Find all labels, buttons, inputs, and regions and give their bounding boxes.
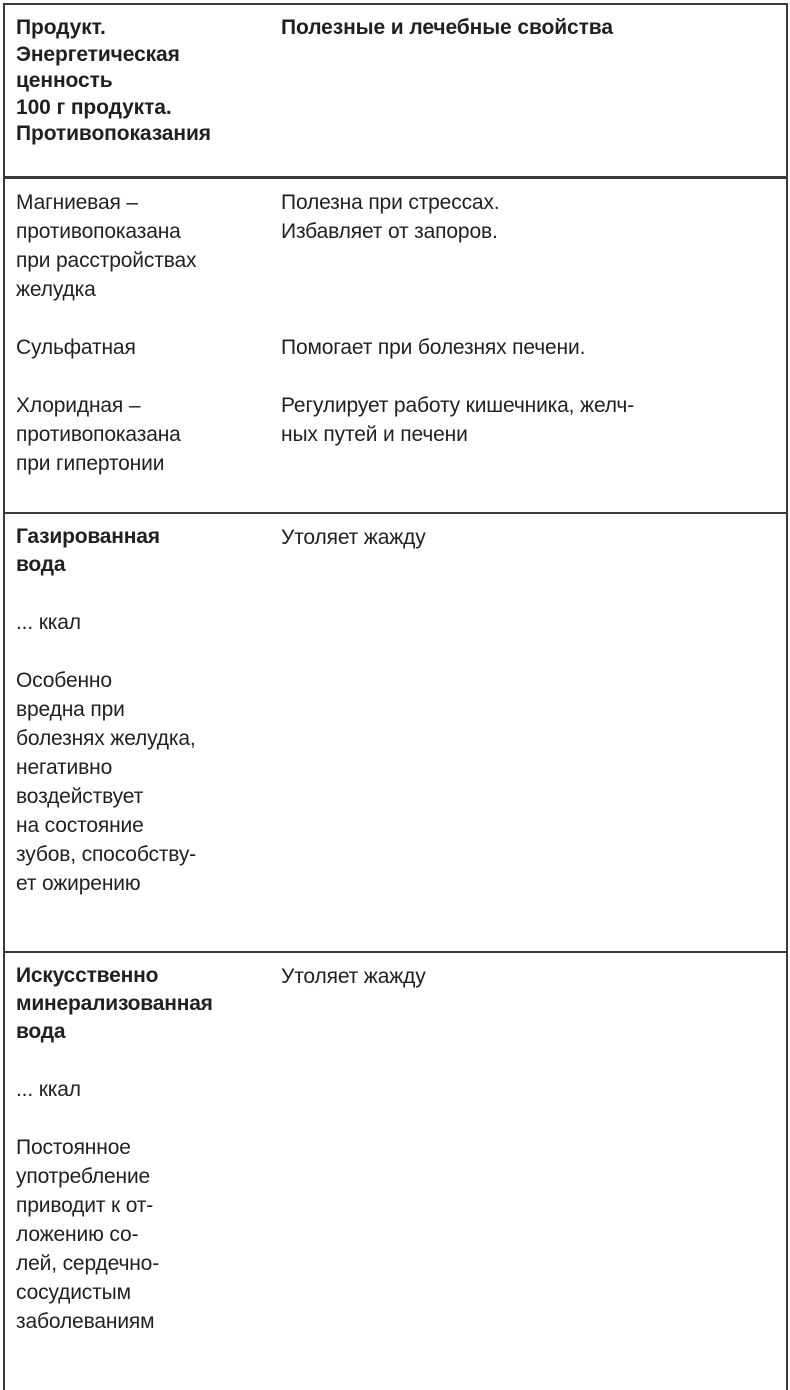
row-1-left-line-10: при гипертонии <box>16 452 165 475</box>
row-1-cell-properties <box>268 178 787 514</box>
row-3-left-line-9: сосудистым <box>16 1281 131 1304</box>
row-3-left-line-5: употребление <box>16 1165 151 1188</box>
row-3-left-line-2: ... ккал <box>16 1078 81 1101</box>
header-properties-line-1: Полезные и лечебные свойства <box>281 16 613 39</box>
row-2-product-text <box>5 514 268 898</box>
row-2-heading-line-2: вода <box>16 553 66 576</box>
row-2-left-line-7: негативно <box>16 756 113 779</box>
header-product-line-5: Противопоказания <box>16 122 211 145</box>
row-3-left-line-4: Постоянное <box>16 1136 131 1159</box>
row-1-right-line-8: Регулирует работу кишечника, желч- <box>281 394 635 417</box>
row-1-right-line-6: Помогает при болезнях печени. <box>281 336 586 359</box>
row-2-cell-product <box>4 513 268 952</box>
row-3-left-line-8: лей, сердечно- <box>16 1252 160 1275</box>
header-product-line-2: Энергетическая <box>16 42 180 66</box>
row-2-left-line-11: ет ожирению <box>16 872 141 895</box>
row-2-right-line-1: Утоляет жажду <box>281 526 426 549</box>
row-1-product-text <box>5 179 268 478</box>
row-3-product-text <box>5 953 268 1336</box>
row-3-left-line-6: приводит к от- <box>16 1194 154 1217</box>
row-1-cell-product <box>4 178 268 514</box>
row-1-left-line-3: при расстройствах <box>16 249 197 272</box>
row-3-cell-properties <box>268 952 787 1390</box>
row-3-heading-line-1: Искусственно <box>16 964 159 987</box>
row-2-properties-text <box>268 514 786 552</box>
row-1-right-line-9: ных путей и печени <box>281 423 468 446</box>
table-row <box>4 952 787 1390</box>
row-3-properties-text <box>268 953 786 991</box>
row-2-heading-line-1: Газированная <box>16 525 160 548</box>
header-product-line-3: ценность <box>16 69 113 92</box>
header-cell-properties <box>268 4 787 178</box>
row-2-left-line-5: вредна при <box>16 698 125 721</box>
table-row <box>4 178 787 514</box>
row-3-left-line-10: заболеваниям <box>16 1310 155 1333</box>
row-3-heading-line-3: вода <box>16 1020 66 1043</box>
row-1-right-line-2: Избавляет от запоров. <box>281 220 498 243</box>
row-1-right-line-1: Полезна при стрессах. <box>281 191 500 214</box>
table-header-row <box>4 4 787 178</box>
header-properties-text <box>268 5 786 42</box>
row-2-left-line-2: ... ккал <box>16 611 81 634</box>
table-row <box>4 513 787 952</box>
row-2-cell-properties <box>268 513 787 952</box>
row-3-heading-line-2: минерализованная <box>16 992 213 1015</box>
row-1-left-line-4: желудка <box>16 278 96 301</box>
row-2-left-line-4: Особенно <box>16 669 112 692</box>
header-product-line-4: 100 г продукта. <box>16 95 172 119</box>
row-1-properties-text <box>268 179 786 449</box>
row-2-left-line-8: воздействует <box>16 785 144 808</box>
header-product-text <box>5 5 268 148</box>
product-properties-table <box>3 3 788 1390</box>
row-1-left-line-1: Магниевая – <box>16 191 138 214</box>
header-cell-product <box>4 4 268 178</box>
row-2-left-line-9: на состояние <box>16 814 144 837</box>
row-1-left-line-2: противопоказана <box>16 220 181 243</box>
row-3-cell-product <box>4 952 268 1390</box>
row-3-left-line-7: ложению со- <box>16 1223 139 1246</box>
row-3-right-line-1: Утоляет жажду <box>281 965 426 988</box>
row-2-left-line-10: зубов, способству- <box>16 843 197 866</box>
header-product-line-1: Продукт. <box>16 16 106 39</box>
row-1-left-line-8: Хлоридная – <box>16 394 141 417</box>
row-2-left-line-6: болезнях желудка, <box>16 727 196 750</box>
row-1-left-line-6: Сульфатная <box>16 336 136 359</box>
row-1-left-line-9: противопоказана <box>16 423 181 446</box>
